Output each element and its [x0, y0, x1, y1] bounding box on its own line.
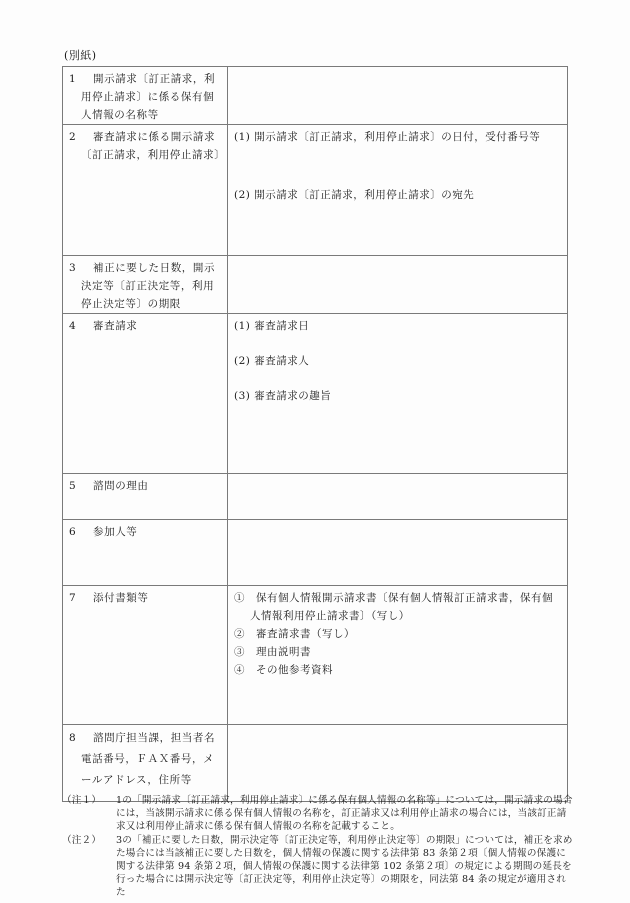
sub-item-request-date: (1) 開示請求〔訂正請求，利用停止請求〕の日付，受付番号等 [234, 131, 541, 143]
attachment-item-review-request: ② 審査請求書（写し） [234, 628, 355, 640]
table-row-5 [63, 474, 568, 520]
row-number: 1 [69, 73, 77, 85]
content-cell[interactable] [228, 725, 568, 802]
label-cell [63, 314, 228, 474]
notes-section [62, 794, 574, 900]
row-label: 開示請求〔訂正請求，利用停止請求〕に係る保有個人情報の名称等 [81, 73, 216, 121]
table-row-8 [63, 725, 568, 802]
table-row-6 [63, 520, 568, 586]
row-label: 審査請求 [93, 320, 138, 332]
sub-item-review-requester: (2) 審査請求人 [234, 355, 310, 367]
note-1 [62, 794, 574, 833]
note-text: 1の「開示請求〔訂正請求，利用停止請求〕に係る保有個人情報の名称等」については，開示請求の場合には，当該開示請求に係る保有個人情報の名称を，訂正請求又は利用停止請求の場合には，当該訂正請求又は利用停止請求に係る保有個人情報の名称を記載すること。 [116, 795, 573, 832]
row-label: 諮問の理由 [93, 480, 149, 492]
note-text: 3の「補正に要した日数，開示決定等〔訂正決定等，利用停止決定等〕の期限」については，補正を求めた場合には当該補正に要した日数を，個人情報の保護に関する法律第 83 条第２項〔個人情報の保護に関する法律第 94 条第２項，個人情報の保護に関する法律第 102 条第２項〕の規定による期間の延長を行った場合には開示決定等〔訂正決定等，利用停止決定等〕の期限を，同法第 84 条の規定が適用された [116, 835, 573, 898]
attachment-item-request-form: ① 保有個人情報開示請求書〔保有個人情報訂正請求書，保有個人情報利用停止請求書〕（写し） [234, 592, 553, 622]
content-cell[interactable] [228, 67, 568, 125]
table-row-2 [63, 125, 568, 256]
row-number: 5 [69, 480, 77, 492]
table-row-7 [63, 586, 568, 725]
row-number: 7 [69, 592, 77, 604]
content-cell[interactable] [228, 314, 568, 474]
note-tag: （注１） [62, 795, 102, 806]
note-tag: （注２） [62, 835, 102, 846]
sub-item-review-purpose: (3) 審査請求の趣旨 [234, 390, 332, 402]
note-2 [62, 834, 574, 899]
attachment-item-reason-statement: ③ 理由説明書 [234, 646, 311, 658]
attachment-label: (別紙) [64, 49, 97, 62]
attachment-item-other-references: ④ その他参考資料 [234, 664, 333, 676]
sub-item-review-date: (1) 審査請求日 [234, 320, 310, 332]
table-row-3 [63, 256, 568, 314]
label-cell [63, 256, 228, 314]
row-label: 参加人等 [93, 526, 138, 538]
label-cell [63, 586, 228, 725]
label-cell [63, 67, 228, 125]
label-cell [63, 125, 228, 256]
label-cell [63, 520, 228, 586]
label-cell [63, 725, 228, 802]
row-number: 3 [69, 262, 77, 274]
content-cell[interactable] [228, 474, 568, 520]
row-number: 6 [69, 526, 77, 538]
content-cell[interactable] [228, 125, 568, 256]
row-label: 諮問庁担当課，担当者名電話番号，ＦＡＸ番号，メールアドレス，住所等 [81, 732, 216, 786]
row-label: 審査請求に係る開示請求〔訂正請求，利用停止請求〕 [81, 131, 226, 161]
row-label: 添付書類等 [93, 592, 149, 604]
consultation-form-table [62, 66, 568, 802]
table-row-1 [63, 67, 568, 125]
label-cell [63, 474, 228, 520]
row-number: 2 [69, 131, 77, 143]
row-number: 8 [69, 732, 77, 744]
content-cell[interactable] [228, 256, 568, 314]
row-label: 補正に要した日数，開示決定等〔訂正決定等，利用停止決定等〕の期限 [81, 262, 216, 310]
content-cell[interactable] [228, 520, 568, 586]
sub-item-request-addressee: (2) 開示請求〔訂正請求，利用停止請求〕の宛先 [234, 189, 475, 201]
content-cell[interactable] [228, 586, 568, 725]
row-number: 4 [69, 320, 77, 332]
table-row-4 [63, 314, 568, 474]
